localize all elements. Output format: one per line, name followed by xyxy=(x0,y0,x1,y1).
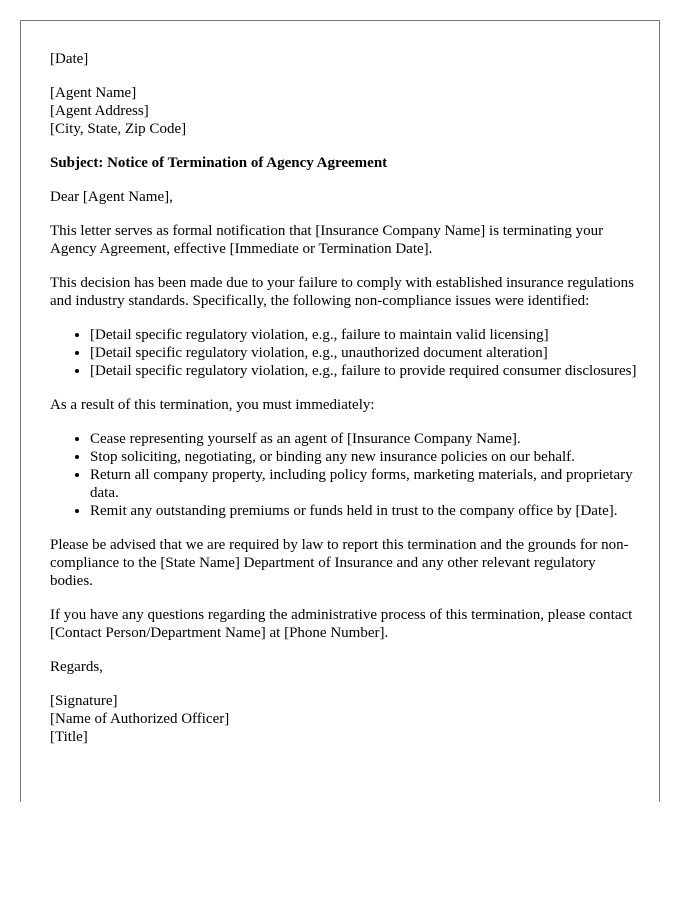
paragraph-notification: This letter serves as formal notification that [Insurance Company Name] is terminating your Agency Agreement, effective [Immediate or Termination Date]. xyxy=(50,223,604,257)
paragraph-contact: If you have any questions regarding the administrative process of this termination, please contact [Contact Person/Department Name] at [Phone Number]. xyxy=(50,607,633,641)
officer-name: [Name of Authorized Officer] xyxy=(50,711,230,727)
paragraph-reporting: Please be advised that we are required by law to report this termination and the grounds for non-compliance to the [State Name] Department of Insurance and any other relevant regulatory bodies. xyxy=(50,537,629,589)
subject-line: Subject: Notice of Termination of Agency Agreement xyxy=(50,155,388,171)
letter-page xyxy=(20,20,660,802)
list-item: • Cease representing yourself as an agent of [Insurance Company Name]. xyxy=(90,430,642,448)
requirements-list xyxy=(50,430,642,520)
closing: Regards, xyxy=(50,659,103,675)
signature: [Signature] xyxy=(50,693,118,709)
list-item: • [Detail specific regulatory violation, e.g., failure to maintain valid licensing] xyxy=(90,326,642,344)
salutation: Dear [Agent Name], xyxy=(50,189,173,205)
recipient-name: [Agent Name] xyxy=(50,85,137,101)
list-item: • Remit any outstanding premiums or funds held in trust to the company office by [Date]. xyxy=(90,502,642,520)
letter-date: [Date] xyxy=(50,51,89,67)
violations-list xyxy=(50,326,642,380)
recipient-address: [Agent Address] xyxy=(50,103,149,119)
signature-block xyxy=(50,692,642,746)
list-item: • [Detail specific regulatory violation, e.g., unauthorized document alteration] xyxy=(90,344,642,362)
list-item: • [Detail specific regulatory violation, e.g., failure to provide required consumer disclosures] xyxy=(90,362,642,380)
officer-title: [Title] xyxy=(50,729,88,745)
paragraph-reason: This decision has been made due to your failure to comply with established insurance regulations and industry standards. Specifically, the following non-compliance issues were identified: xyxy=(50,275,635,309)
list-item: • Return all company property, including policy forms, marketing materials, and proprietary data. xyxy=(90,466,642,502)
letter-content xyxy=(50,50,642,762)
recipient-city-state-zip: [City, State, Zip Code] xyxy=(50,121,187,137)
paragraph-requirements-intro: As a result of this termination, you must immediately: xyxy=(50,397,375,413)
list-item: • Stop soliciting, negotiating, or binding any new insurance policies on our behalf. xyxy=(90,448,642,466)
recipient-block xyxy=(50,84,642,138)
